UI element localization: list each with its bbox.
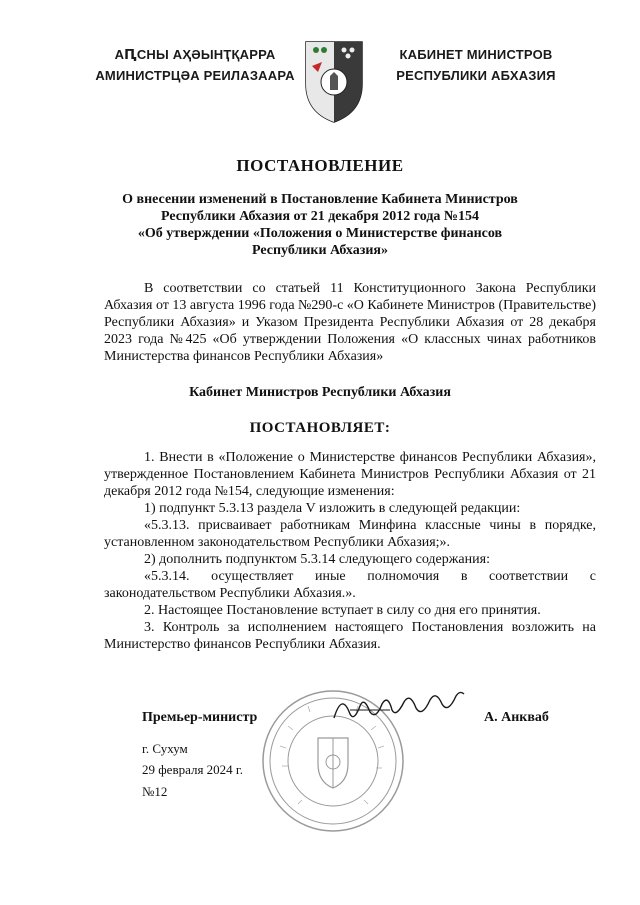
item-3: 3. Контроль за исполнением настоящего Постановления возложить на Министерство финансов Республики Абхазия. xyxy=(104,620,596,652)
document-subject xyxy=(110,191,530,259)
item-1: 1. Внести в «Положение о Министерстве финансов Республики Абхазия», утвержденное Постановлением Кабинета Министров Республики Абхазия от 21 декабря 2012 года №154, следующие изменения: xyxy=(104,450,596,499)
header-right xyxy=(376,44,576,86)
header-right-line1: КАБИНЕТ МИНИСТРОВ xyxy=(399,47,553,62)
cabinet-heading: Кабинет Министров Республики Абхазия xyxy=(189,385,451,400)
signatory-position: Премьер-министр xyxy=(142,710,258,725)
subject-line1: О внесении изменений в Постановление Кабинета Министров xyxy=(122,192,518,207)
signature xyxy=(330,686,470,726)
subject-line2: Республики Абхазия от 21 декабря 2012 года №154 xyxy=(161,209,479,224)
decree-heading: ПОСТАНОВЛЯЕТ: xyxy=(249,420,391,436)
header-left xyxy=(80,44,310,86)
document-number: №12 xyxy=(142,784,168,799)
header-left-line2: АМИНИСТРЦӘА РЕИЛАЗААРА xyxy=(95,68,295,83)
preamble-text: В соответствии со статьей 11 Конституционного Закона Республики Абхазия от 13 августа 1996 года №290-с «О Кабинете Министров (Правительстве) Республики Абхазия» и Указом Президента Республики Абхазия от 28 декабря 2023 года №425 «Об утверждении Положения «О классных чинах работников Министерства финансов Республики Абхазия» xyxy=(104,281,596,364)
item-1-1-text: «5.3.13. присваивает работникам Минфина классные чины в порядке, установленном законодательством Республики Абхазия;». xyxy=(104,518,596,550)
item-2: 2. Настоящее Постановление вступает в силу со дня его принятия. xyxy=(144,603,541,618)
document-title: ПОСТАНОВЛЕНИЕ xyxy=(236,156,404,175)
signatory-name: А. Анкваб xyxy=(484,710,549,725)
issue-date: 29 февраля 2024 г. xyxy=(142,762,244,777)
header-left-line1: АԤСНЫ АҲӘЫНҬҚАРРА xyxy=(114,47,276,62)
coat-of-arms-icon xyxy=(300,36,368,126)
decree-body xyxy=(104,449,596,653)
header-right-line2: РЕСПУБЛИКИ АБХАЗИЯ xyxy=(396,68,556,83)
item-1-1: 1) подпункт 5.3.13 раздела V изложить в следующей редакции: xyxy=(144,501,521,516)
subject-line4: Республики Абхазия» xyxy=(251,243,388,258)
item-1-2-text: «5.3.14. осуществляет иные полномочия в соответствии с законодательством Республики Абхазия.». xyxy=(104,569,596,601)
issue-place: г. Сухум xyxy=(142,741,188,756)
item-1-2: 2) дополнить подпунктом 5.3.14 следующего содержания: xyxy=(144,552,490,567)
preamble xyxy=(104,280,596,365)
subject-line3: «Об утверждении «Положения о Министерстве финансов xyxy=(137,226,503,241)
